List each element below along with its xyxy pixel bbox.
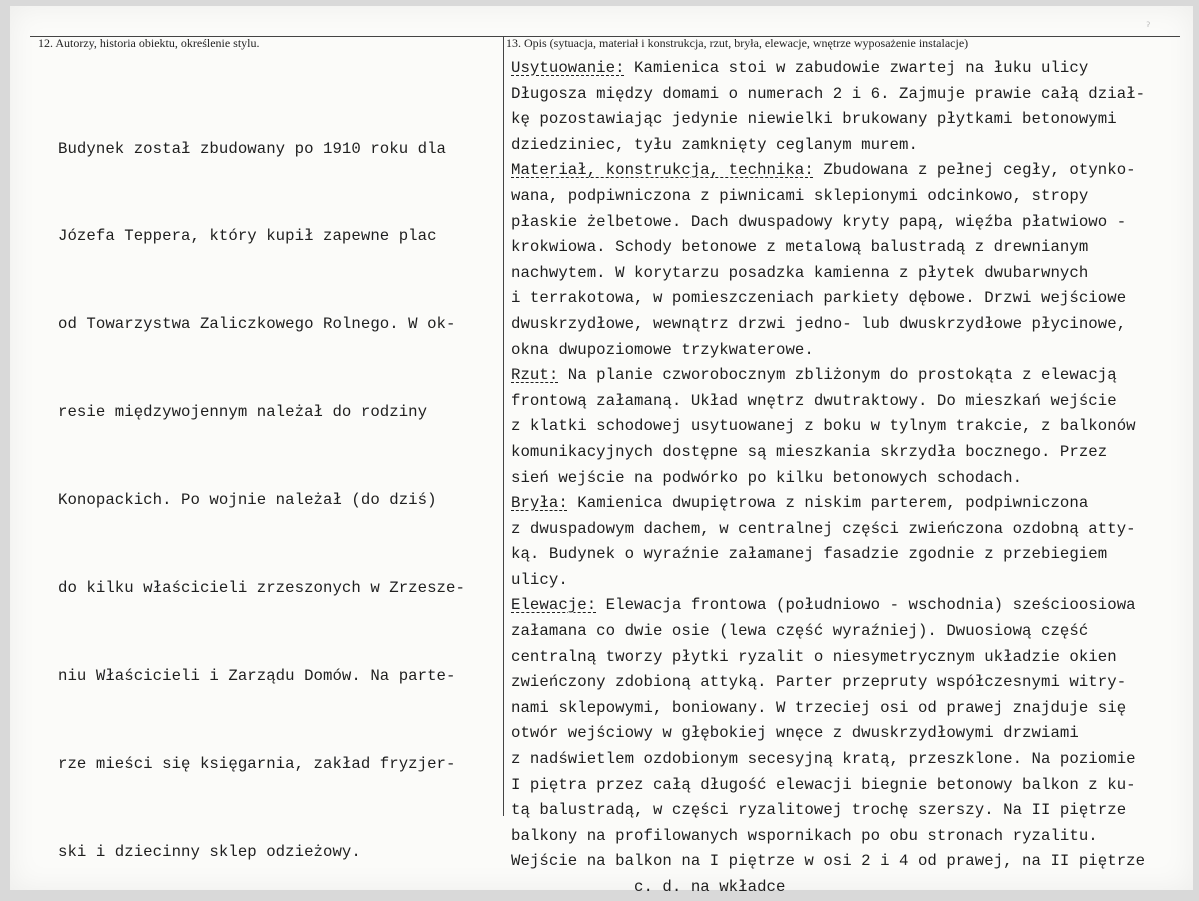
- description-text: Kamienica stoi w zabudowie zwartej na łuku ulicy: [624, 59, 1089, 77]
- description-text: z klatki schodowej usytuowanej z boku w tylnym trakcie, z balkonów: [511, 417, 1136, 436]
- description-text: nachwytem. W korytarzu posadzka kamienna z płytek dwubarwnych: [511, 263, 1089, 282]
- description-text: otwór wejściowy w głębokiej wnęce z dwuskrzydłowymi drzwiami: [511, 724, 1079, 743]
- description-line: [511, 363, 1145, 389]
- description-line: [511, 312, 1145, 338]
- description-text: krokwiowa. Schody betonowe z metalową balustradą z drewnianym: [511, 238, 1089, 257]
- description-line: [511, 261, 1145, 287]
- description-line: [511, 158, 1145, 184]
- description-text: Kamienica dwupiętrowa z niskim parterem, podpiwniczona: [567, 494, 1089, 513]
- description-text: załamana co dwie osie (lewa część wyraźniej). Dwuosiową część: [511, 622, 1089, 641]
- description-line: [511, 338, 1145, 364]
- description-text: z dwuspadowym dachem, w centralnej części zwieńczona ozdobną atty-: [511, 519, 1136, 538]
- section-heading: Usytuowanie:: [511, 59, 625, 77]
- description-text: Zbudowana z pełnej cegły, otynko-: [813, 161, 1136, 180]
- description-line: [511, 184, 1145, 210]
- description-line: [511, 133, 1145, 159]
- description-text: kę pozostawiając jedynie niewielki brukowany płytkami betonowymi: [511, 110, 1117, 129]
- description-text: i terrakotowa, w pomieszczeniach parkiety dębowe. Drzwi wejściowe: [511, 289, 1127, 308]
- description-line: [511, 107, 1145, 133]
- field-13-label: 13. Opis (sytuacja, materiał i konstrukcja, rzut, bryła, elewacje, wnętrze wyposażenie instalacje): [506, 36, 969, 50]
- description-text: Wejście na balkon na I piętrze w osi 2 i 4 od prawej, na II piętrze: [511, 852, 1146, 871]
- description-text: c. d. na wkładce: [511, 878, 786, 896]
- description-line: [511, 670, 1145, 696]
- description-text: centralną tworzy płytki ryzalit o niesymetrycznym układzie okien: [511, 647, 1117, 666]
- description-line: [511, 721, 1145, 747]
- section-heading: Materiał, konstrukcja, technika:: [511, 161, 814, 180]
- description-text: zwieńczony zdobioną attyką. Parter przepruty współczesnymi witry-: [511, 673, 1127, 692]
- description-line: [511, 542, 1145, 568]
- description-line: [511, 235, 1145, 261]
- history-line: Budynek został zbudowany po 1910 roku dla: [58, 139, 447, 158]
- description-line: [511, 466, 1145, 492]
- description-text: balkony na profilowanych wspornikach po obu stronach ryzalitu.: [511, 826, 1098, 845]
- section-heading: Elewacje:: [511, 596, 597, 615]
- description-text: I piętra przez całą długość elewacji biegnie betonowy balkon z ku-: [511, 775, 1136, 794]
- scan-mark: ˀ: [1146, 20, 1151, 34]
- description-text: Na planie czworobocznym zbliżonym do prostokąta z elewacją: [558, 366, 1117, 385]
- description-line: [511, 286, 1145, 312]
- description-line: [511, 593, 1145, 619]
- description-line: [511, 619, 1145, 645]
- history-line: resie międzywojennym należał do rodziny: [58, 403, 428, 422]
- description-line: [511, 773, 1145, 799]
- description-line: [511, 389, 1145, 415]
- description-line: [511, 568, 1145, 594]
- section-heading: Bryła:: [511, 494, 568, 513]
- field-12-text: [58, 76, 465, 896]
- description-text: Długosza między domami o numerach 2 i 6. Zajmuje prawie całą dział-: [511, 84, 1146, 103]
- history-line: Konopackich. Po wojnie należał (do dziś): [58, 491, 437, 510]
- field-13-text: [511, 56, 1145, 901]
- history-line: rze mieści się księgarnia, zakład fryzjer-: [58, 754, 456, 773]
- description-text: dwuskrzydłowe, wewnątrz drzwi jedno- lub dwuskrzydłowe płycinowe,: [511, 314, 1127, 333]
- description-text: z nadświetlem ozdobionym secesyjną kratą, przeszklone. Na poziomie: [511, 750, 1136, 769]
- description-text: płaskie żelbetowe. Dach dwuspadowy kryty papą, więźba płatwiowo -: [511, 212, 1127, 231]
- description-line: [511, 875, 1145, 901]
- description-text: okna dwupoziomowe trzykwaterowe.: [511, 340, 814, 359]
- description-line: [511, 414, 1145, 440]
- section-heading: Rzut:: [511, 366, 559, 385]
- column-divider: [503, 36, 504, 816]
- description-text: Elewacja frontowa (południowo - wschodnia) sześcioosiowa: [596, 596, 1136, 615]
- description-text: sień wejście na podwórko po kilku betonowych schodach.: [511, 468, 1023, 487]
- description-text: tą balustradą, w części ryzalitowej trochę szerszy. Na II piętrze: [511, 801, 1127, 820]
- history-line: ski i dziecinny sklep odzieżowy.: [58, 842, 361, 861]
- description-text: dziedziniec, tyłu zamknięty ceglanym murem.: [511, 135, 918, 154]
- description-line: [511, 82, 1145, 108]
- description-line: [511, 747, 1145, 773]
- description-line: [511, 824, 1145, 850]
- description-line: [511, 56, 1145, 82]
- description-text: ulicy.: [511, 570, 568, 589]
- description-text: komunikacyjnych dostępne są mieszkania skrzydła bocznego. Przez: [511, 442, 1108, 461]
- description-line: [511, 517, 1145, 543]
- description-text: frontową załamaną. Układ wnętrz dwutraktowy. Do mieszkań wejście: [511, 391, 1117, 410]
- history-line: niu Właścicieli i Zarządu Domów. Na parte-: [58, 666, 456, 685]
- description-line: [511, 849, 1145, 875]
- description-line: [511, 491, 1145, 517]
- history-line: od Towarzystwa Zaliczkowego Rolnego. W ok-: [58, 315, 456, 334]
- description-line: [511, 210, 1145, 236]
- field-12-label: 12. Autorzy, historia obiektu, określenie stylu.: [38, 36, 260, 50]
- description-line: [511, 645, 1145, 671]
- description-line: [511, 696, 1145, 722]
- history-line: do kilku właścicieli zrzeszonych w Zrzesze-: [58, 579, 465, 598]
- description-line: [511, 798, 1145, 824]
- description-line: [511, 440, 1145, 466]
- description-text: ką. Budynek o wyraźnie załamanej fasadzie zgodnie z przebiegiem: [511, 545, 1108, 564]
- history-line: Józefa Teppera, który kupił zapewne plac: [58, 227, 437, 246]
- description-text: wana, podpiwniczona z piwnicami sklepionymi odcinkowo, stropy: [511, 186, 1089, 205]
- description-text: nami sklepowymi, boniowany. W trzeciej osi od prawej znajduje się: [511, 698, 1127, 717]
